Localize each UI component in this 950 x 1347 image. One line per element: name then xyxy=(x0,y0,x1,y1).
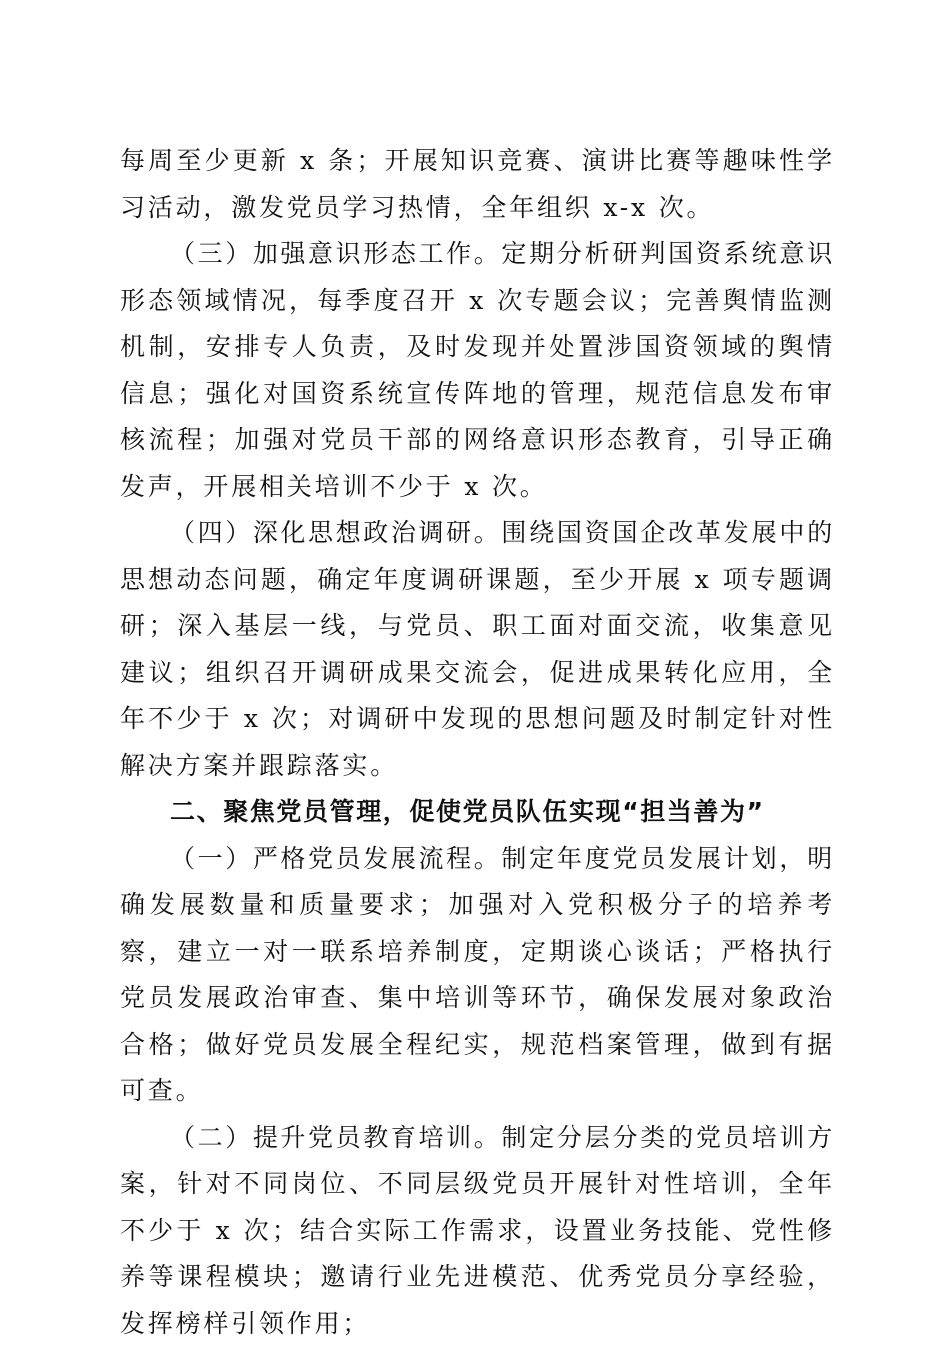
section-2-2-lead: （二）提升党员教育培训。 xyxy=(170,1123,501,1152)
section-2-1-body: 制定年度党员发展计划，明确发展数量和质量要求；加强对入党积极分子的培养考察，建立一对一联系培养制度，定期谈心谈话；严格执行党员发展政治审查、集中培训等环节，确保发展对象政治合格；做好党员发展全程纪实，规范档案管理，做到有据可查。 xyxy=(120,844,835,1106)
section-2-2-body: 制定分层分类的党员培训方案，针对不同岗位、不同层级党员开展针对性培训，全年不少于 x 次；结合实际工作需求，设置业务技能、党性修养等课程模块；邀请行业先进模范、优秀党员分享经验，发挥榜样引领作用； xyxy=(120,1123,835,1338)
paragraph-section-4 xyxy=(120,510,835,789)
section-4-body: 围绕国资国企改革发展中的思想动态问题，确定年度调研课题，至少开展 x 项专题调研；深入基层一线，与党员、职工面对面交流，收集意见建议；组织召开调研成果交流会，促进成果转化应用，全年不少于 x 次；对调研中发现的思想问题及时制定针对性解决方案并跟踪落实。 xyxy=(120,518,835,780)
paragraph-section-2-2 xyxy=(120,1115,835,1347)
section-3-lead: （三）加强意识形态工作。 xyxy=(170,239,501,268)
paragraph-section-2-1 xyxy=(120,836,835,1115)
paragraph-section-3 xyxy=(120,231,835,510)
heading-party-member-management: 二、聚焦党员管理，促使党员队伍实现“担当善为” xyxy=(120,789,835,836)
section-3-body: 定期分析研判国资系统意识形态领域情况，每季度召开 x 次专题会议；完善舆情监测机制，安排专人负责，及时发现并处置涉国资领域的舆情信息；强化对国资系统宣传阵地的管理，规范信息发布审核流程；加强对党员干部的网络意识形态教育，引导正确发声，开展相关培训不少于 x 次。 xyxy=(120,239,835,501)
section-2-1-lead: （一）严格党员发展流程。 xyxy=(170,844,501,873)
document-body xyxy=(120,138,835,1347)
paragraph-continued: 每周至少更新 x 条；开展知识竞赛、演讲比赛等趣味性学习活动，激发党员学习热情，全年组织 x-x 次。 xyxy=(120,138,835,231)
section-4-lead: （四）深化思想政治调研。 xyxy=(170,518,501,547)
